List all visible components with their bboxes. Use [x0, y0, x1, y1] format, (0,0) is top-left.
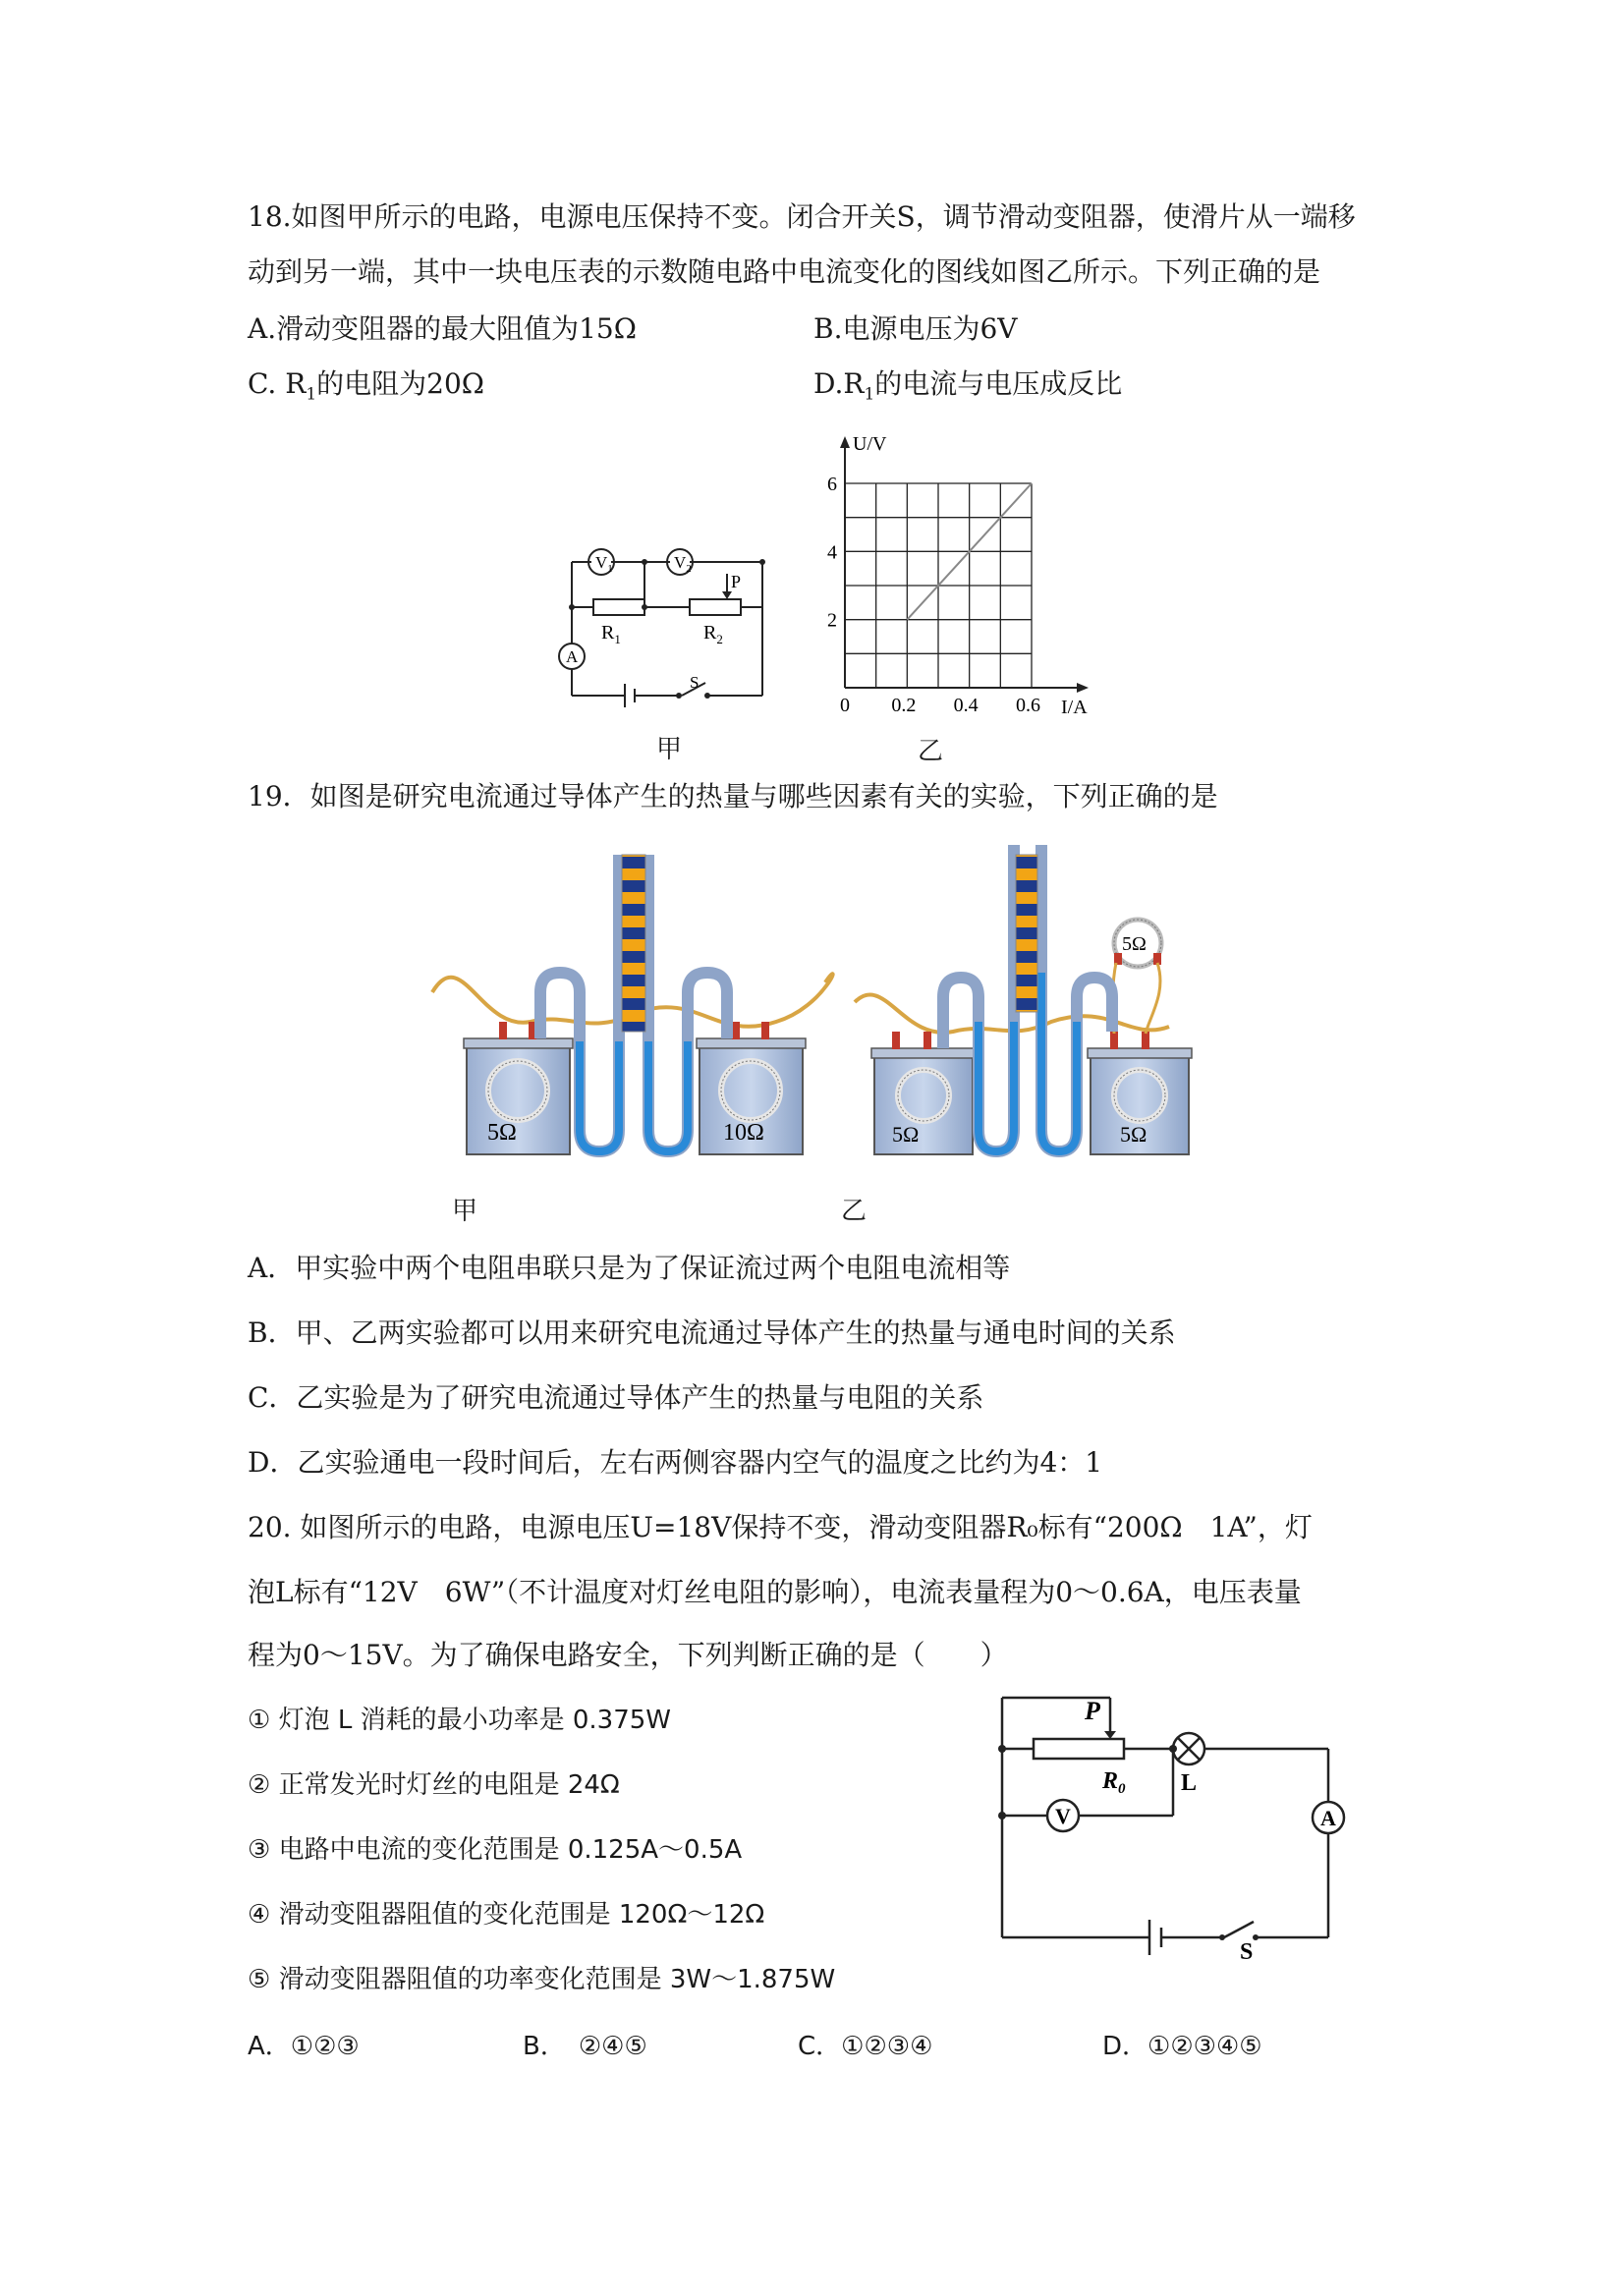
q20-option-d: D．①②③④⑤ — [1102, 2032, 1262, 2061]
q20-stem-line2: 泡L标有“12V 6W”（不计温度对灯丝电阻的影响），电流表量程为0～0.6A，电压表量 — [248, 1576, 1302, 1608]
x-tick-label: 0.4 — [953, 695, 979, 716]
q18-r2-label: $R_2$ — [703, 622, 723, 646]
q20-circuit-diagram — [992, 1680, 1366, 1965]
q20-switch-label: S — [1240, 1939, 1254, 1965]
y-tick-label: 2 — [827, 609, 837, 632]
q18-option-b: B.电源电压为6V — [813, 312, 1018, 345]
q20-statement-2: ② 正常发光时灯丝的电阻是 24Ω — [248, 1770, 620, 1800]
q18-r1-label: $R_1$ — [601, 622, 621, 646]
jia-right-resistor-label: 10Ω — [723, 1120, 764, 1146]
q20-stem-line1: 20. 如图所示的电路，电源电压U=18V保持不变，滑动变阻器R₀标有“200Ω 1A”，灯 — [248, 1511, 1313, 1543]
q19-figure-yi-caption: 乙 — [841, 1197, 867, 1226]
q18-switch-label: S — [690, 673, 700, 692]
q18-option-c — [248, 367, 484, 412]
x-tick-label: 0.6 — [1016, 695, 1040, 716]
y-tick-label: 6 — [827, 474, 837, 495]
y-tick-label: 4 — [827, 541, 837, 564]
q20-option-a: A．①②③ — [248, 2032, 360, 2061]
x-axis-label: I/A — [1061, 697, 1088, 718]
q18-option-c-post: 的电阻为20Ω — [316, 367, 484, 400]
q18-stem-line2: 动到另一端，其中一块电压表的示数随电路中电流变化的图线如图乙所示。下列正确的是 — [248, 255, 1321, 288]
q18-option-c-sub: 1 — [306, 384, 317, 405]
q18-figure-yi-caption: 乙 — [918, 737, 944, 766]
q20-voltmeter-label: V — [1055, 1804, 1071, 1828]
yi-external-resistor-label: 5Ω — [1122, 933, 1147, 955]
q20-option-c: C．①②③④ — [798, 2032, 933, 2061]
q18-v2-label: $V_2$ — [674, 553, 692, 575]
x-tick-label: 0.2 — [891, 695, 917, 716]
q18-v1-label: $V_1$ — [595, 553, 613, 575]
q18-ui-graph — [776, 424, 1091, 739]
q19-stem: 19．如图是研究电流通过导体产生的热量与哪些因素有关的实验，下列正确的是 — [248, 780, 1218, 812]
q20-lamp-label: L — [1181, 1770, 1198, 1796]
q20-rheostat-label: $R_0$ — [1102, 1768, 1126, 1797]
q20-slider-label: P — [1085, 1697, 1100, 1725]
q18-figure-jia-caption: 甲 — [656, 735, 683, 764]
yi-apparatus — [855, 845, 1192, 1154]
q18-option-c-pre: C. R — [248, 367, 307, 400]
q19-option-b: B．甲、乙两实验都可以用来研究电流通过导体产生的热量与通电时间的关系 — [248, 1316, 1176, 1349]
q20-statement-1: ① 灯泡 L 消耗的最小功率是 0.375W — [248, 1706, 671, 1735]
yi-right-resistor-label: 5Ω — [1120, 1122, 1147, 1147]
q19-experiment-figure — [422, 845, 1228, 1159]
q18-stem-line1: 18.如图甲所示的电路，电源电压保持不变。闭合开关S，调节滑动变阻器，使滑片从一端移 — [248, 200, 1356, 233]
q18-slider-label: P — [731, 572, 742, 591]
jia-left-resistor-label: 5Ω — [487, 1120, 517, 1146]
q18-option-d-pre: D.R — [813, 367, 865, 400]
q19-figure-jia-caption: 甲 — [452, 1197, 478, 1226]
q18-option-d — [813, 367, 1122, 412]
y-axis-label: U/V — [853, 433, 887, 455]
q20-option-b: B． ②④⑤ — [523, 2032, 647, 2061]
q18-option-d-sub: 1 — [864, 384, 875, 405]
x-axis-arrow — [1077, 683, 1089, 693]
q18-option-a: A.滑动变阻器的最大阻值为15Ω — [248, 312, 637, 345]
q18-option-d-post: 的电流与电压成反比 — [874, 367, 1123, 400]
q19-option-a: A．甲实验中两个电阻串联只是为了保证流过两个电阻电流相等 — [248, 1252, 1011, 1284]
jia-apparatus — [432, 855, 833, 1154]
q20-stem-line3: 程为0～15V。为了确保电路安全，下列判断正确的是（ ） — [248, 1639, 1008, 1671]
x-tick-label: 0 — [840, 695, 850, 716]
q18-circuit-diagram — [540, 531, 776, 727]
q20-statement-4: ④ 滑动变阻器阻值的变化范围是 120Ω～12Ω — [248, 1900, 765, 1930]
y-axis-arrow — [840, 436, 850, 448]
q19-option-c: C．乙实验是为了研究电流通过导体产生的热量与电阻的关系 — [248, 1381, 984, 1414]
q20-statement-5: ⑤ 滑动变阻器阻值的功率变化范围是 3W～1.875W — [248, 1965, 836, 1994]
q20-ammeter-label: A — [1320, 1806, 1336, 1830]
q18-ammeter-label: A — [566, 647, 579, 666]
q20-statement-3: ③ 电路中电流的变化范围是 0.125A～0.5A — [248, 1835, 743, 1865]
q19-option-d: D．乙实验通电一段时间后，左右两侧容器内空气的温度之比约为4：1 — [248, 1446, 1103, 1479]
yi-left-resistor-label: 5Ω — [892, 1122, 920, 1147]
